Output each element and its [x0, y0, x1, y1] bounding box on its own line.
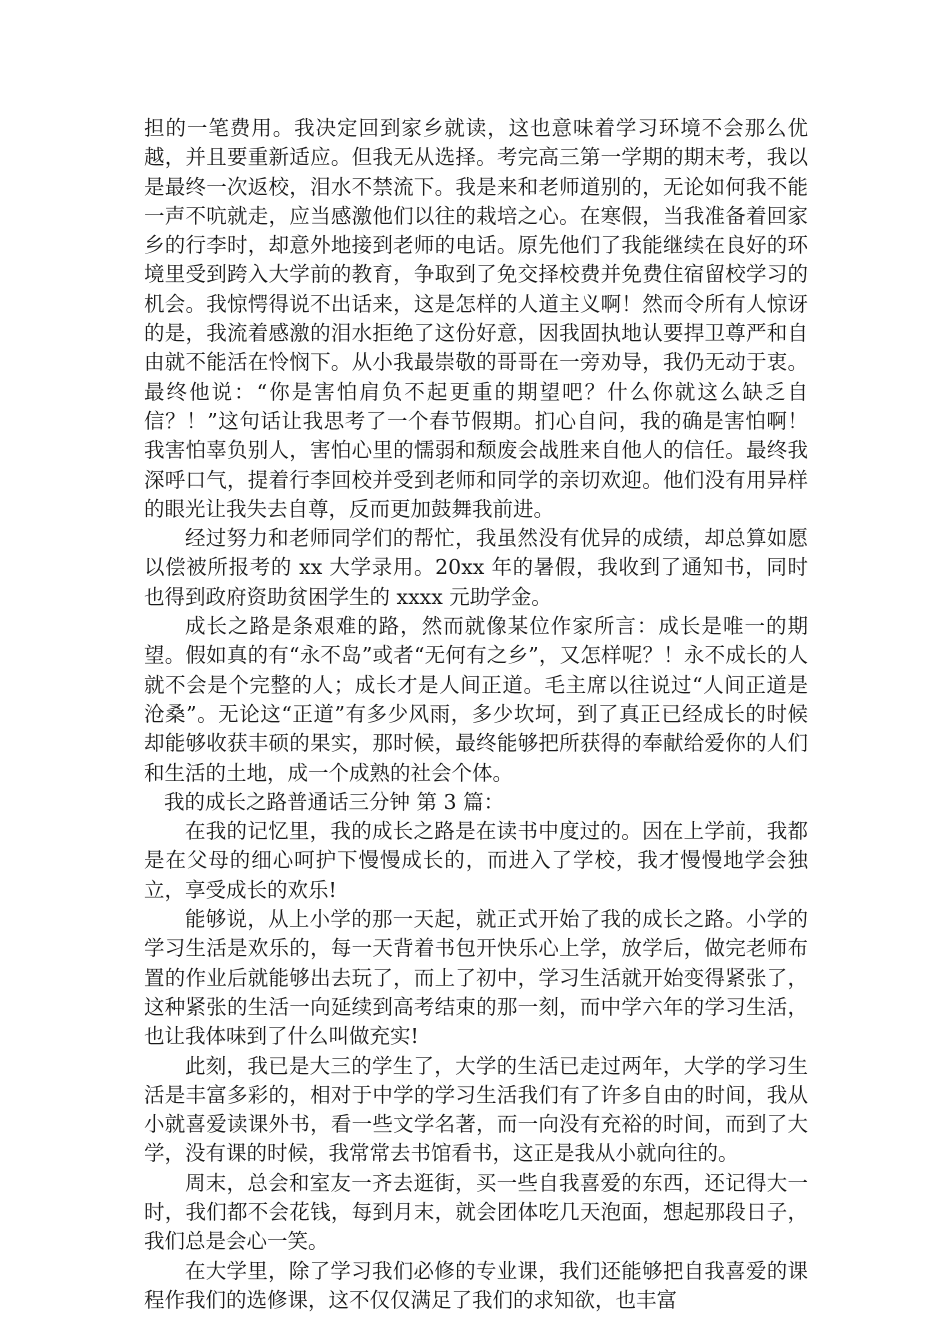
paragraph-courses: 在大学里，除了学习我们必修的专业课，我们还能够把自我喜爱的课程作我们的选修课，这不仅仅满足了我们的求知欲，也丰富: [144, 1258, 808, 1312]
paragraph-continuation: 担的一笔费用。我决定回到家乡就读，这也意味着学习环境不会那么优越，并且要重新适应。但我无从选择。考完高三第一学期的期末考，我以是最终一次返校，泪水不禁流下。我是来和老师道别的，无论如何我不能一声不吭就走，应当感激他们以往的栽培之心。在寒假，当我准备着回家乡的行李时，却意外地接到老师的电话。原先他们了我能继续在良好的环境里受到跨入大学前的教育，争取到了免交择校费并免费住宿留校学习的机会。我惊愕得说不出话来，这是怎样的人道主义啊！然而令所有人惊讶的是，我流着感激的泪水拒绝了这份好意，因我固执地认要捍卫尊严和自由就不能活在怜悯下。从小我最崇敬的哥哥在一旁劝导，我仍无动于衷。最终他说：“你是害怕肩负不起更重的期望吧？什么你就这么缺乏自信？！”这句话让我思考了一个春节假期。扪心自问，我的确是害怕啊！我害怕辜负别人，害怕心里的懦弱和颓废会战胜来自他人的信任。最终我深呼口气，提着行李回校并受到老师和同学的亲切欢迎。他们没有用异样的眼光让我失去自尊，反而更加鼓舞我前进。: [144, 116, 808, 521]
section-heading: 我的成长之路普通话三分钟 第 3 篇：: [164, 789, 505, 814]
document-body: [144, 114, 808, 1315]
paragraph-memory: 在我的记忆里，我的成长之路是在读书中度过的。因在上学前，我都是在父母的细心呵护下慢慢成长的，而进入了学校，我才慢慢地学会独立，享受成长的欢乐!: [144, 819, 808, 902]
paragraph-university: 此刻，我已是大三的学生了，大学的生活已走过两年，大学的学习生活是丰富多彩的，相对于中学的学习生活我们有了许多自由的时间，我从小就喜爱读课外书，看一些文学名著，而一向没有充裕的时间，而到了大学，没有课的时候，我常常去书馆看书，这正是我从小就向往的。: [144, 1053, 808, 1166]
paragraph-weekend: 周末，总会和室友一齐去逛街，买一些自我喜爱的东西，还记得大一时，我们都不会花钱，每到月末，就会团体吃几天泡面，想起那段日子，我们总是会心一笑。: [144, 1170, 808, 1254]
paragraph-college-admission: 经过努力和老师同学们的帮忙，我虽然没有优异的成绩，却总算如愿以偿被所报考的 xx 大学录用。20xx 年的暑假，我收到了通知书，同时也得到政府资助贫困学生的 xxxx 元助学金。: [144, 526, 808, 609]
paragraph-primary-school: 能够说，从上小学的那一天起，就正式开始了我的成长之路。小学的学习生活是欢乐的，每一天背着书包开快乐心上学，放学后，做完老师布置的作业后就能够出去玩了，而上了初中，学习生活就开始变得紧张了，这种紧张的生活一向延续到高考结束的那一刻，而中学六年的学习生活，也让我体味到了什么叫做充实!: [144, 907, 808, 1049]
paragraph-growth-road: 成长之路是条艰难的路，然而就像某位作家所言：成长是唯一的期望。假如真的有“永不岛”或者“无何有之乡”，又怎样呢？！永不成长的人就不会是个完整的人；成长才是人间正道。毛主席以往说过“人间正道是沧桑”。无论这“正道”有多少风雨，多少坎坷，到了真正已经成长的时候却能够收获丰硕的果实，那时候，最终能够把所获得的奉献给爱你的人们和生活的土地，成一个成熟的社会个体。: [144, 614, 808, 785]
